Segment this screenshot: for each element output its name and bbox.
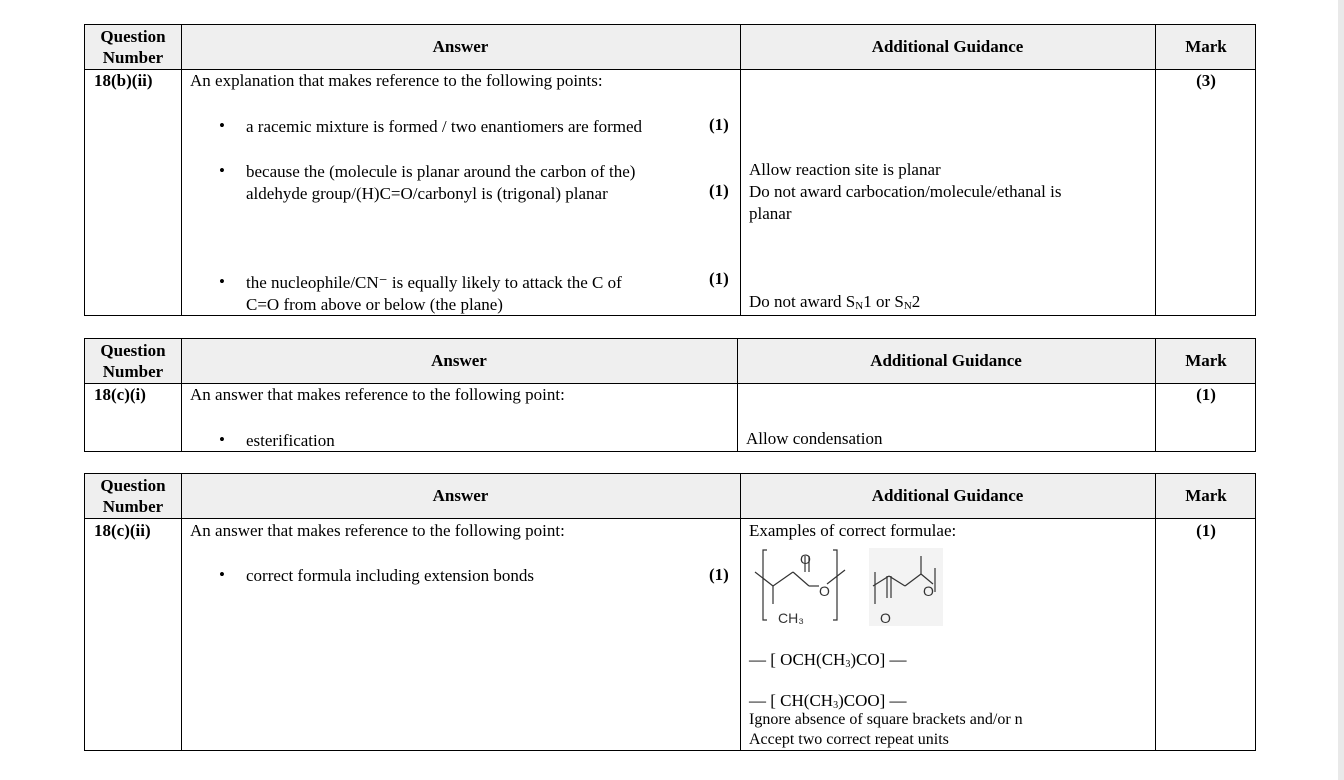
mark-table-18bii bbox=[84, 24, 1256, 316]
header-answer: Answer bbox=[432, 486, 489, 505]
guidance-formula-2: — [ CH(CH3)COO] — bbox=[749, 691, 907, 711]
struct-o-atom: O bbox=[819, 583, 830, 599]
answer-point-2-line2: aldehyde group/(H)C=O/carbonyl is (trigonal) planar bbox=[246, 184, 608, 203]
header-guidance: Additional Guidance bbox=[870, 351, 1022, 370]
bullet-icon: • bbox=[219, 565, 225, 584]
header-mark: Mark bbox=[1185, 37, 1227, 56]
right-edge-shade bbox=[1338, 0, 1344, 780]
bullet-icon: • bbox=[219, 272, 225, 291]
header-question-number: Question Number bbox=[100, 476, 166, 516]
answer-intro: An explanation that makes reference to the following points: bbox=[190, 71, 603, 90]
answer-point-2-line1: because the (molecule is planar around the carbon of the) bbox=[246, 162, 636, 181]
header-mark: Mark bbox=[1185, 351, 1227, 370]
header-guidance: Additional Guidance bbox=[871, 486, 1024, 505]
answer-point-2-mark: (1) bbox=[709, 181, 729, 200]
answer-point-1-mark: (1) bbox=[709, 115, 729, 134]
header-guidance: Additional Guidance bbox=[871, 37, 1024, 56]
struct-ch3-label: CH₃ bbox=[778, 610, 804, 626]
answer-point-3-mark: (1) bbox=[709, 269, 729, 288]
mark-value: (1) bbox=[1196, 385, 1216, 404]
mark-value: (3) bbox=[1196, 71, 1216, 90]
answer-intro: An answer that makes reference to the following point: bbox=[190, 521, 565, 540]
guidance-accept-note: Accept two correct repeat units bbox=[749, 731, 949, 748]
header-mark: Mark bbox=[1185, 486, 1227, 505]
guidance-title: Examples of correct formulae: bbox=[749, 521, 957, 540]
answer-point-1: a racemic mixture is formed / two enantiomers are formed bbox=[246, 117, 643, 136]
question-number: 18(b)(ii) bbox=[94, 71, 153, 90]
guidance-line-1: Allow condensation bbox=[746, 429, 883, 448]
header-answer: Answer bbox=[432, 37, 489, 56]
answer-intro: An answer that makes reference to the following point: bbox=[190, 385, 565, 404]
answer-point-3-line1: the nucleophile/CN⁻ is equally likely to attack the C of bbox=[246, 273, 622, 292]
struct-o-atom: O bbox=[880, 610, 891, 626]
answer-point-1: esterification bbox=[246, 431, 335, 450]
guidance-formula-1: — [ OCH(CH3)CO] — bbox=[749, 650, 907, 670]
question-number: 18(c)(ii) bbox=[94, 521, 151, 540]
mark-table-18ci bbox=[84, 338, 1256, 452]
guidance-line-2: Do not award carbocation/molecule/ethanal is bbox=[749, 182, 1062, 201]
bullet-icon: • bbox=[219, 430, 225, 449]
mark-table-18cii bbox=[84, 473, 1256, 751]
question-number: 18(c)(i) bbox=[94, 385, 146, 404]
guidance-ignore-note: Ignore absence of square brackets and/or n bbox=[749, 711, 1023, 728]
guidance-line-1: Allow reaction site is planar bbox=[749, 160, 941, 179]
struct-o-atom: O bbox=[923, 583, 934, 599]
answer-point-3-line2: C=O from above or below (the plane) bbox=[246, 295, 503, 314]
guidance-line-4: Do not award SN1 or SN2 bbox=[749, 292, 921, 312]
header-question-number: Question Number bbox=[100, 27, 166, 67]
header-answer: Answer bbox=[431, 351, 487, 370]
struct-o-atom: O bbox=[800, 551, 811, 567]
mark-value: (1) bbox=[1196, 521, 1216, 540]
guidance-line-3: planar bbox=[749, 204, 792, 223]
header-question-number: Question Number bbox=[100, 341, 166, 381]
bullet-icon: • bbox=[219, 161, 225, 180]
answer-point-1-mark: (1) bbox=[709, 565, 729, 584]
bullet-icon: • bbox=[219, 116, 225, 135]
answer-point-1: correct formula including extension bonds bbox=[246, 566, 534, 585]
